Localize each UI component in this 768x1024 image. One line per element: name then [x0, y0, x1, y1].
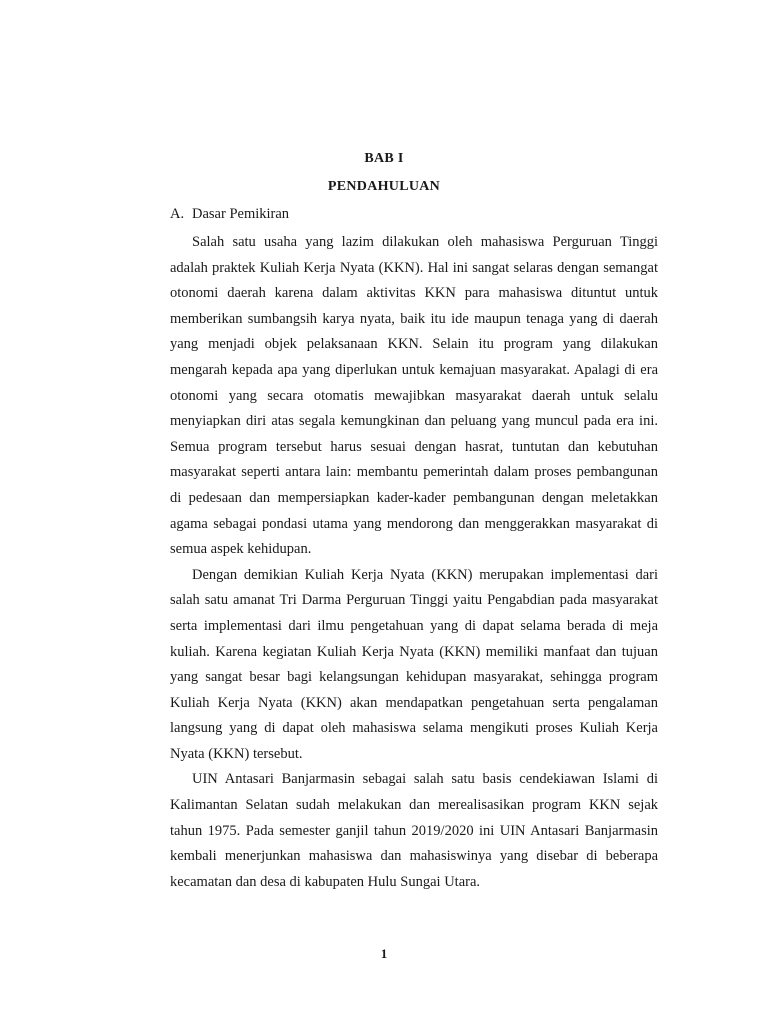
section-title: Dasar Pemikiran	[192, 206, 290, 222]
section-heading	[170, 206, 289, 223]
paragraph-2: Dengan demikian Kuliah Kerja Nyata (KKN) merupakan implementasi dari salah satu amanat Tri Darma Perguruan Tinggi yaitu Pengabdian pada masyarakat serta implementasi dari ilmu pengetahuan yang di dapat selama berada di meja kuliah. Karena kegiatan Kuliah Kerja Nyata (KKN) memiliki manfaat dan tujuan yang sangat besar bagi kelangsungan kehidupan masyarakat, sehingga program Kuliah Kerja Nyata (KKN) akan mendapatkan pengetahuan serta pengalaman langsung yang di dapat oleh mahasiswa selama mengikuti proses Kuliah Kerja Nyata (KKN) tersebut.	[170, 566, 658, 762]
body-text	[170, 230, 658, 895]
page-number: 1	[380, 946, 388, 961]
paragraph-1: Salah satu usaha yang lazim dilakukan oleh mahasiswa Perguruan Tinggi adalah praktek Kuliah Kerja Nyata (KKN). Hal ini sangat selaras dengan semangat otonomi daerah karena dalam aktivitas KKN para mahasiswa dituntut untuk memberikan sumbangsih karya nyata, baik itu ide maupun tenaga yang di daerah yang menjadi objek pelaksanaan KKN. Selain itu program yang dilakukan mengarah kepada apa yang diperlukan untuk kemajuan masyarakat. Apalagi di era otonomi yang secara otomatis mewajibkan masyarakat daerah untuk selalu menyiapkan diri atas segala kemungkinan dan peluang yang muncul pada era ini. Semua program tersebut harus sesuai dengan hasrat, tuntutan dan kebutuhan masyarakat seperti antara lain: membantu pemerintah dalam proses pembangunan di pedesaan dan mempersiapkan kader-kader pembangunan dengan meletakkan agama sebagai pondasi utama yang mendorong dan menggerakkan masyarakat di semua aspek kehidupan.	[170, 234, 658, 558]
paragraph-3: UIN Antasari Banjarmasin sebagai salah satu basis cendekiawan Islami di Kalimantan Selatan sudah melakukan dan merealisasikan program KKN sejak tahun 1975. Pada semester ganjil tahun 2019/2020 ini UIN Antasari Banjarmasin kembali menerjunkan mahasiswa dan mahasiswinya yang disebar di beberapa kecamatan dan desa di kabupaten Hulu Sungai Utara.	[170, 771, 658, 890]
chapter-number: BAB I	[364, 151, 404, 166]
chapter-title: PENDAHULUAN	[327, 179, 441, 194]
section-letter: A.	[170, 206, 185, 222]
